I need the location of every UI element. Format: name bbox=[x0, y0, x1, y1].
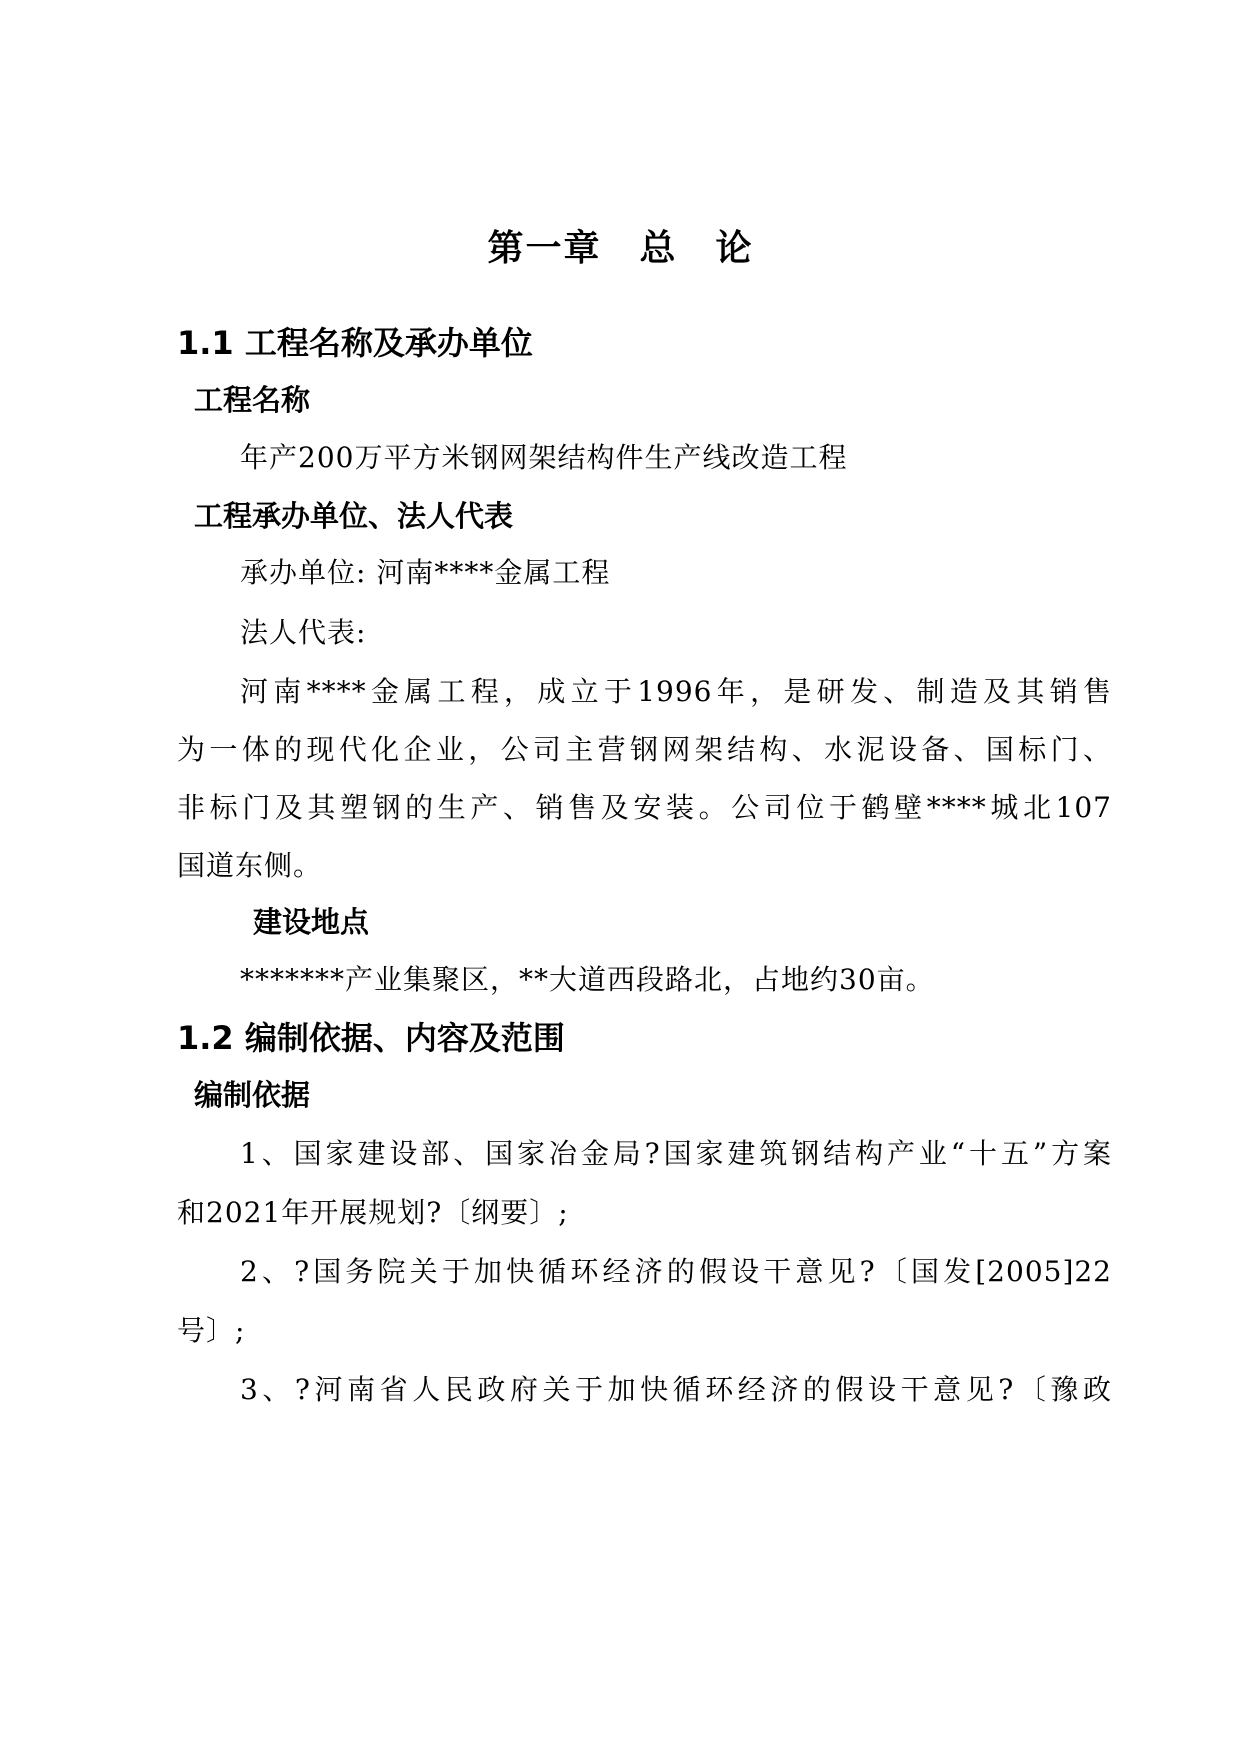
basis-line-3: 2、?国务院关于加快循环经济的假设干意见?〔国发[2005]22 bbox=[240, 1255, 1112, 1288]
project-name-text: 年产200万平方米钢网架结构件生产线改造工程 bbox=[240, 441, 848, 474]
basis-line-4: 号〕; bbox=[177, 1314, 246, 1347]
subheading-project-name: 工程名称 bbox=[194, 383, 311, 417]
section-heading-1-1: 1.1 工程名称及承办单位 bbox=[177, 324, 533, 362]
basis-line-2: 和2021年开展规划?〔纲要〕; bbox=[177, 1196, 569, 1229]
intro-line-1: 河南****金属工程，成立于1996年，是研发、制造及其销售 bbox=[240, 675, 1112, 708]
site-text: *******产业集聚区，**大道西段路北，占地约30亩。 bbox=[240, 963, 935, 996]
subheading-site: 建设地点 bbox=[253, 905, 370, 939]
organization-text: 承办单位: 河南****金属工程 bbox=[240, 556, 611, 589]
section-heading-1-2: 1.2 编制依据、内容及范围 bbox=[177, 1019, 565, 1057]
basis-line-5: 3、?河南省人民政府关于加快循环经济的假设干意见?〔豫政 bbox=[240, 1373, 1112, 1406]
subheading-basis: 编制依据 bbox=[194, 1078, 311, 1112]
chapter-title: 第一章 总 论 bbox=[487, 228, 754, 269]
subheading-organization: 工程承办单位、法人代表 bbox=[194, 499, 514, 533]
intro-line-4: 国道东侧。 bbox=[177, 849, 323, 882]
intro-line-2: 为一体的现代化企业，公司主营钢网架结构、水泥设备、国标门、 bbox=[177, 733, 1112, 766]
basis-line-1: 1、国家建设部、国家冶金局?国家建筑钢结构产业“十五”方案 bbox=[240, 1137, 1112, 1170]
intro-line-3: 非标门及其塑钢的生产、销售及安装。公司位于鹤壁****城北107 bbox=[177, 791, 1112, 824]
legal-rep-text: 法人代表: bbox=[240, 616, 367, 649]
